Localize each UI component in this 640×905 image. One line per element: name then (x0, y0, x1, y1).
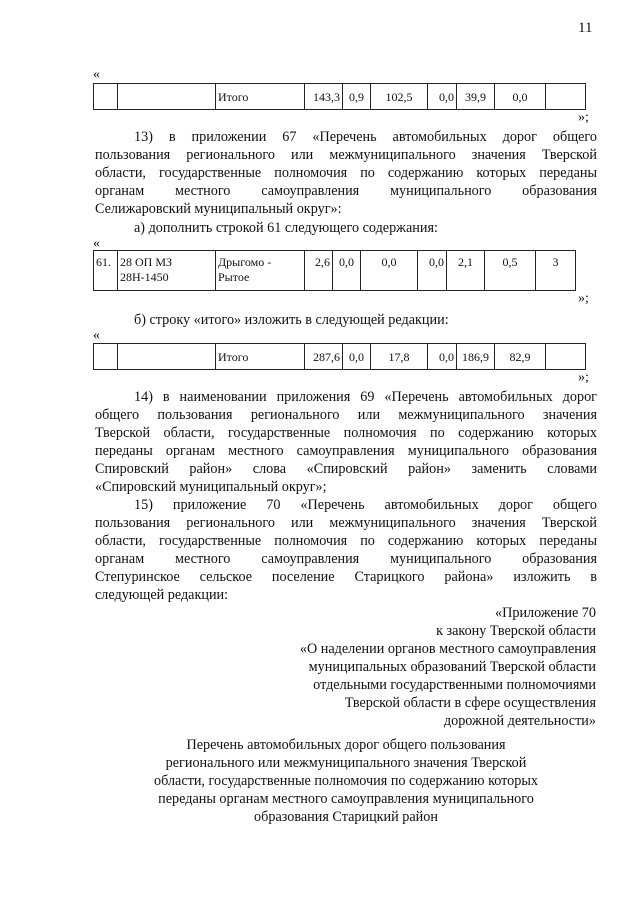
table-total-2 (93, 343, 586, 370)
title-line: регионального или межмуниципального значения Тверской (165, 755, 527, 771)
cell (546, 84, 586, 110)
quote-open: « (93, 67, 100, 82)
cell: 82,9 (495, 344, 546, 370)
appendix-line: к закону Тверской области (436, 623, 596, 639)
cell: 0,0 (333, 251, 361, 291)
cell: 0,0 (495, 84, 546, 110)
cell: 102,5 (371, 84, 428, 110)
text-line: органам местного самоуправления муниципального образования (95, 183, 597, 199)
cell: 0,0 (428, 84, 457, 110)
cell: 287,6 (305, 344, 343, 370)
cell: 3 (536, 251, 576, 291)
text-line: области, государственные полномочия по содержанию которых переданы (95, 533, 597, 549)
quote-close: »; (578, 291, 589, 306)
quote-open: « (93, 328, 100, 343)
cell (546, 344, 586, 370)
text-line: общего пользования регионального или межмуниципального значения (95, 407, 597, 423)
text-line: переданы органам местного самоуправления муниципального образования (95, 443, 597, 459)
text-line: пользования регионального или межмуниципального значения Тверской (95, 515, 597, 531)
text-line: Степуринское сельское поселение Старицкого района» изложить в (95, 569, 597, 585)
title-line: Перечень автомобильных дорог общего пользования (186, 737, 506, 753)
page-number: 11 (578, 20, 593, 36)
item-a: а) дополнить строкой 61 следующего содержания: (134, 220, 438, 236)
cell: Итого (216, 84, 305, 110)
text-line: 13) в приложении 67 «Перечень автомобильных дорог общего (134, 129, 597, 145)
cell: 0,0 (361, 251, 418, 291)
text-line: «Спировский муниципальный округ»; (95, 479, 327, 495)
cell: Дрыгомо - Рытое (216, 251, 305, 291)
cell: 0,0 (418, 251, 447, 291)
text-line: области, государственные полномочия по содержанию которых переданы (95, 165, 597, 181)
cell: 0,0 (343, 344, 371, 370)
appendix-line: «Приложение 70 (495, 605, 596, 621)
item-b: б) строку «итого» изложить в следующей редакции: (134, 312, 449, 328)
cell: 2,1 (447, 251, 485, 291)
text-line: Тверской области, государственные полномочия по содержанию которых (95, 425, 597, 441)
text-line: Спировский район» слова «Спировский район» заменить словами (95, 461, 597, 477)
title-line: образования Старицкий район (254, 809, 438, 825)
cell: 0,9 (343, 84, 371, 110)
cell: 28 ОП МЗ 28Н-1450 (118, 251, 216, 291)
cell: 186,9 (457, 344, 495, 370)
cell: 39,9 (457, 84, 495, 110)
table-total-1 (93, 83, 586, 110)
appendix-line: дорожной деятельности» (443, 713, 596, 729)
cell (94, 344, 118, 370)
text-line: Селижаровский муниципальный округ»: (95, 201, 342, 217)
appendix-line: «О наделении органов местного самоуправления (299, 641, 596, 657)
cell: Итого (216, 344, 305, 370)
cell: 17,8 (371, 344, 428, 370)
quote-close: »; (578, 110, 589, 125)
text-line: следующей редакции: (95, 587, 229, 603)
table-row-61 (93, 250, 576, 291)
quote-open: « (93, 236, 100, 251)
cell: 143,3 (305, 84, 343, 110)
quote-close: »; (578, 370, 589, 385)
cell: 0,0 (428, 344, 457, 370)
cell (118, 344, 216, 370)
cell (118, 84, 216, 110)
text-line: органам местного самоуправления муниципального образования (95, 551, 597, 567)
appendix-line: отдельными государственными полномочиями (313, 677, 596, 693)
cell: 61. (94, 251, 118, 291)
appendix-line: муниципальных образований Тверской области (308, 659, 596, 675)
cell: 2,6 (305, 251, 333, 291)
title-line: переданы органам местного самоуправления муниципального (158, 791, 534, 807)
appendix-line: Тверской области в сфере осуществления (344, 695, 596, 711)
cell (94, 84, 118, 110)
text-line: 14) в наименовании приложения 69 «Перечень автомобильных дорог (134, 389, 597, 405)
cell: 0,5 (485, 251, 536, 291)
text-line: 15) приложение 70 «Перечень автомобильных дорог общего (134, 497, 597, 513)
title-line: области, государственные полномочия по содержанию которых (154, 773, 538, 789)
text-line: пользования регионального или межмуниципального значения Тверской (95, 147, 597, 163)
